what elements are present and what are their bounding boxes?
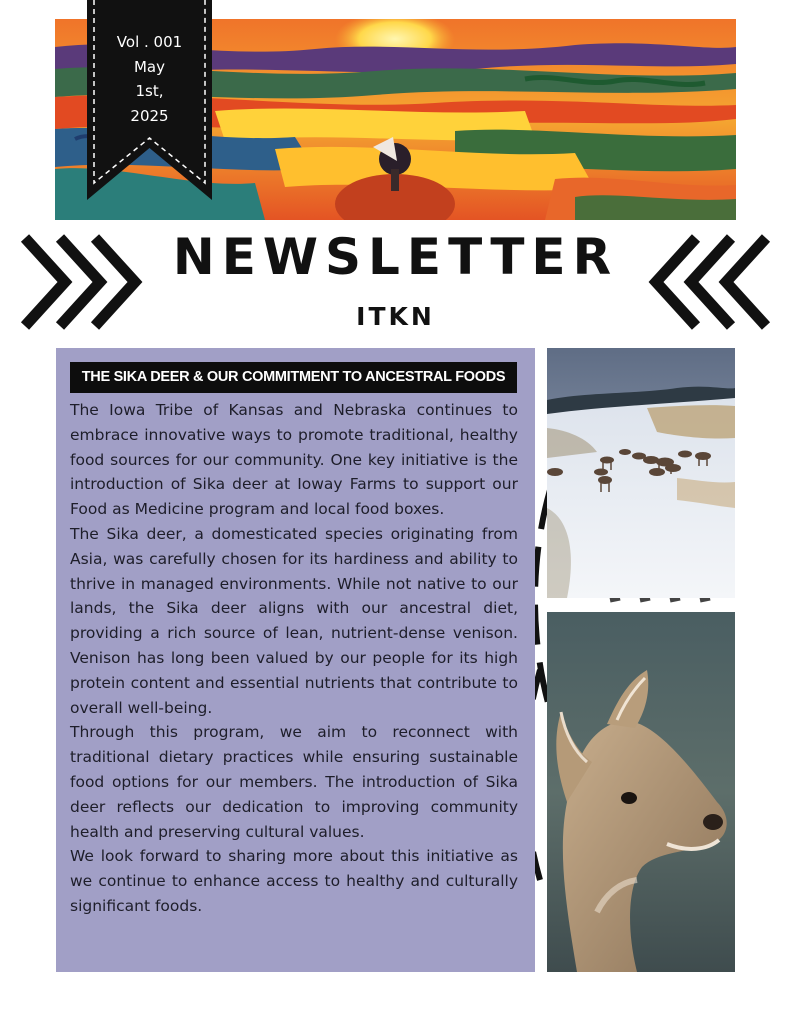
date-month: May bbox=[133, 57, 165, 76]
newsletter-title: NEWSLETTER bbox=[172, 228, 619, 286]
volume-label: Vol . 001 bbox=[116, 33, 183, 51]
article-paragraph: We look forward to sharing more about this initiative as we continue to enhance access to healthy and culturally significant foods. bbox=[70, 847, 518, 915]
newsletter-subtitle: ITKN bbox=[356, 302, 435, 331]
article-heading: THE SIKA DEER & OUR COMMITMENT TO ANCESTRAL FOODS bbox=[70, 362, 517, 393]
article-paragraph: The Sika deer, a domesticated species originating from Asia, was carefully chosen for its hardiness and ability to thrive in managed environments. While not native to our lands, the Sika deer aligns with our ancestral diet, providing a rich source of lean, nutrient-dense venison. Venison has long been valued by our people for its high protein content and essential nutrients that contribute to overall well-being. bbox=[70, 524, 518, 717]
article-panel bbox=[56, 348, 535, 972]
left-chevrons-icon bbox=[20, 232, 148, 332]
issue-ribbon bbox=[87, 0, 212, 200]
date-day: 1st, bbox=[135, 82, 164, 100]
article-paragraph: The Iowa Tribe of Kansas and Nebraska continues to embrace innovative ways to promote traditional, healthy food sources for our community. One key initiative is the introduction of Sika deer at Ioway Farms to support our Food as Medicine program and local food boxes. bbox=[70, 401, 518, 519]
article-body bbox=[70, 398, 518, 919]
article-paragraph: Through this program, we aim to reconnect with traditional dietary practices while ensuring sustainable food options for our members. The introduction of Sika deer reflects our dedication to improving community health and preserving cultural values. bbox=[70, 723, 518, 841]
deer-herd-photo bbox=[547, 348, 735, 598]
sika-deer-photo bbox=[547, 612, 735, 972]
date-year: 2025 bbox=[130, 106, 169, 125]
right-chevrons-icon bbox=[643, 232, 771, 332]
